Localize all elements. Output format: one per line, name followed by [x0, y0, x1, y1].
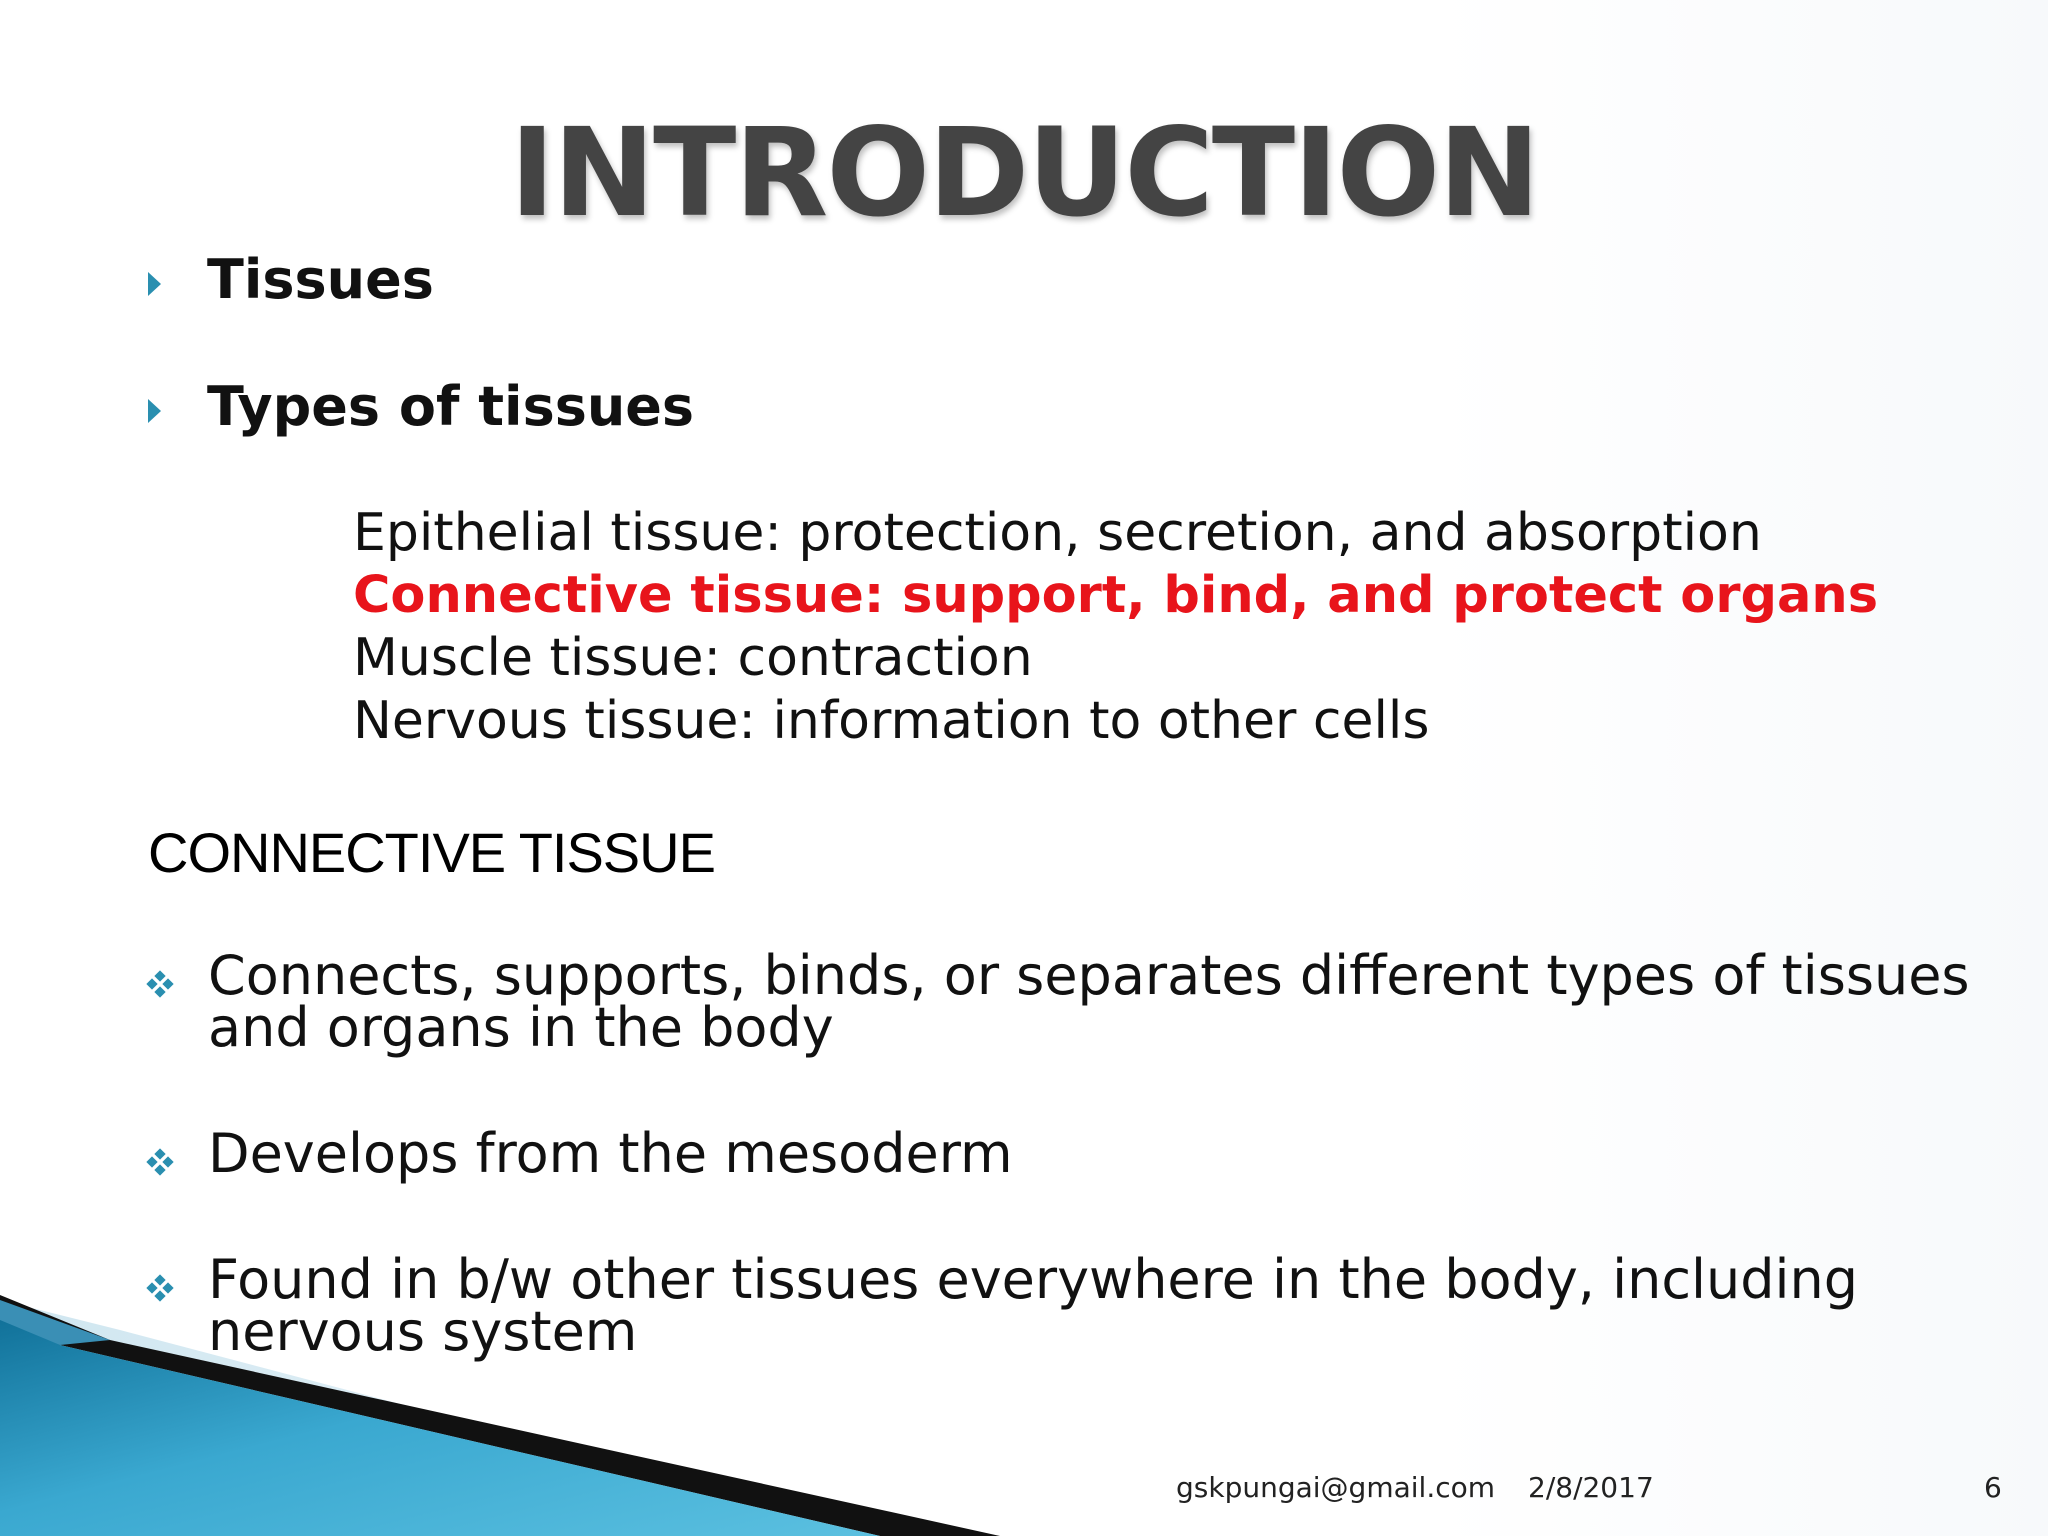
triangle-right-icon	[148, 272, 161, 296]
tissue-type-nervous: Nervous tissue: information to other cells	[353, 691, 1430, 751]
tissue-type-connective: Connective tissue: support, bind, and protect organs	[353, 566, 1879, 625]
point-line: nervous system	[208, 1300, 638, 1363]
four-diamond-icon	[148, 1150, 172, 1174]
bullet-types-of-tissues	[148, 375, 695, 438]
point-text	[208, 1122, 1013, 1185]
bullet-tissues	[148, 248, 434, 311]
triangle-right-icon	[148, 399, 161, 423]
bullet-text: Types of tissues	[207, 375, 695, 438]
point-text	[208, 944, 1970, 1059]
point-text	[208, 1248, 1859, 1363]
bullet-text: Tissues	[207, 248, 434, 311]
slide-title: INTRODUCTION	[509, 102, 1539, 244]
point-connects	[148, 944, 1970, 1059]
tissue-type-muscle: Muscle tissue: contraction	[353, 628, 1033, 688]
footer-email: gskpungai@gmail.com	[1176, 1471, 1496, 1504]
four-diamond-icon	[148, 972, 172, 996]
point-found	[148, 1248, 1859, 1363]
section-heading: CONNECTIVE TISSUE	[148, 821, 715, 884]
point-line: Found in b/w other tissues everywhere in the body, including	[208, 1248, 1859, 1311]
tissue-type-epithelial: Epithelial tissue: protection, secretion, and absorption	[353, 503, 1762, 563]
footer-page-number: 6	[1984, 1471, 2002, 1504]
point-line: Develops from the mesoderm	[208, 1122, 1013, 1185]
point-line: Connects, supports, binds, or separates different types of tissues	[208, 944, 1970, 1007]
four-diamond-icon	[148, 1276, 172, 1300]
point-line: and organs in the body	[208, 996, 834, 1059]
point-mesoderm	[148, 1122, 1013, 1185]
footer-date: 2/8/2017	[1528, 1471, 1654, 1504]
